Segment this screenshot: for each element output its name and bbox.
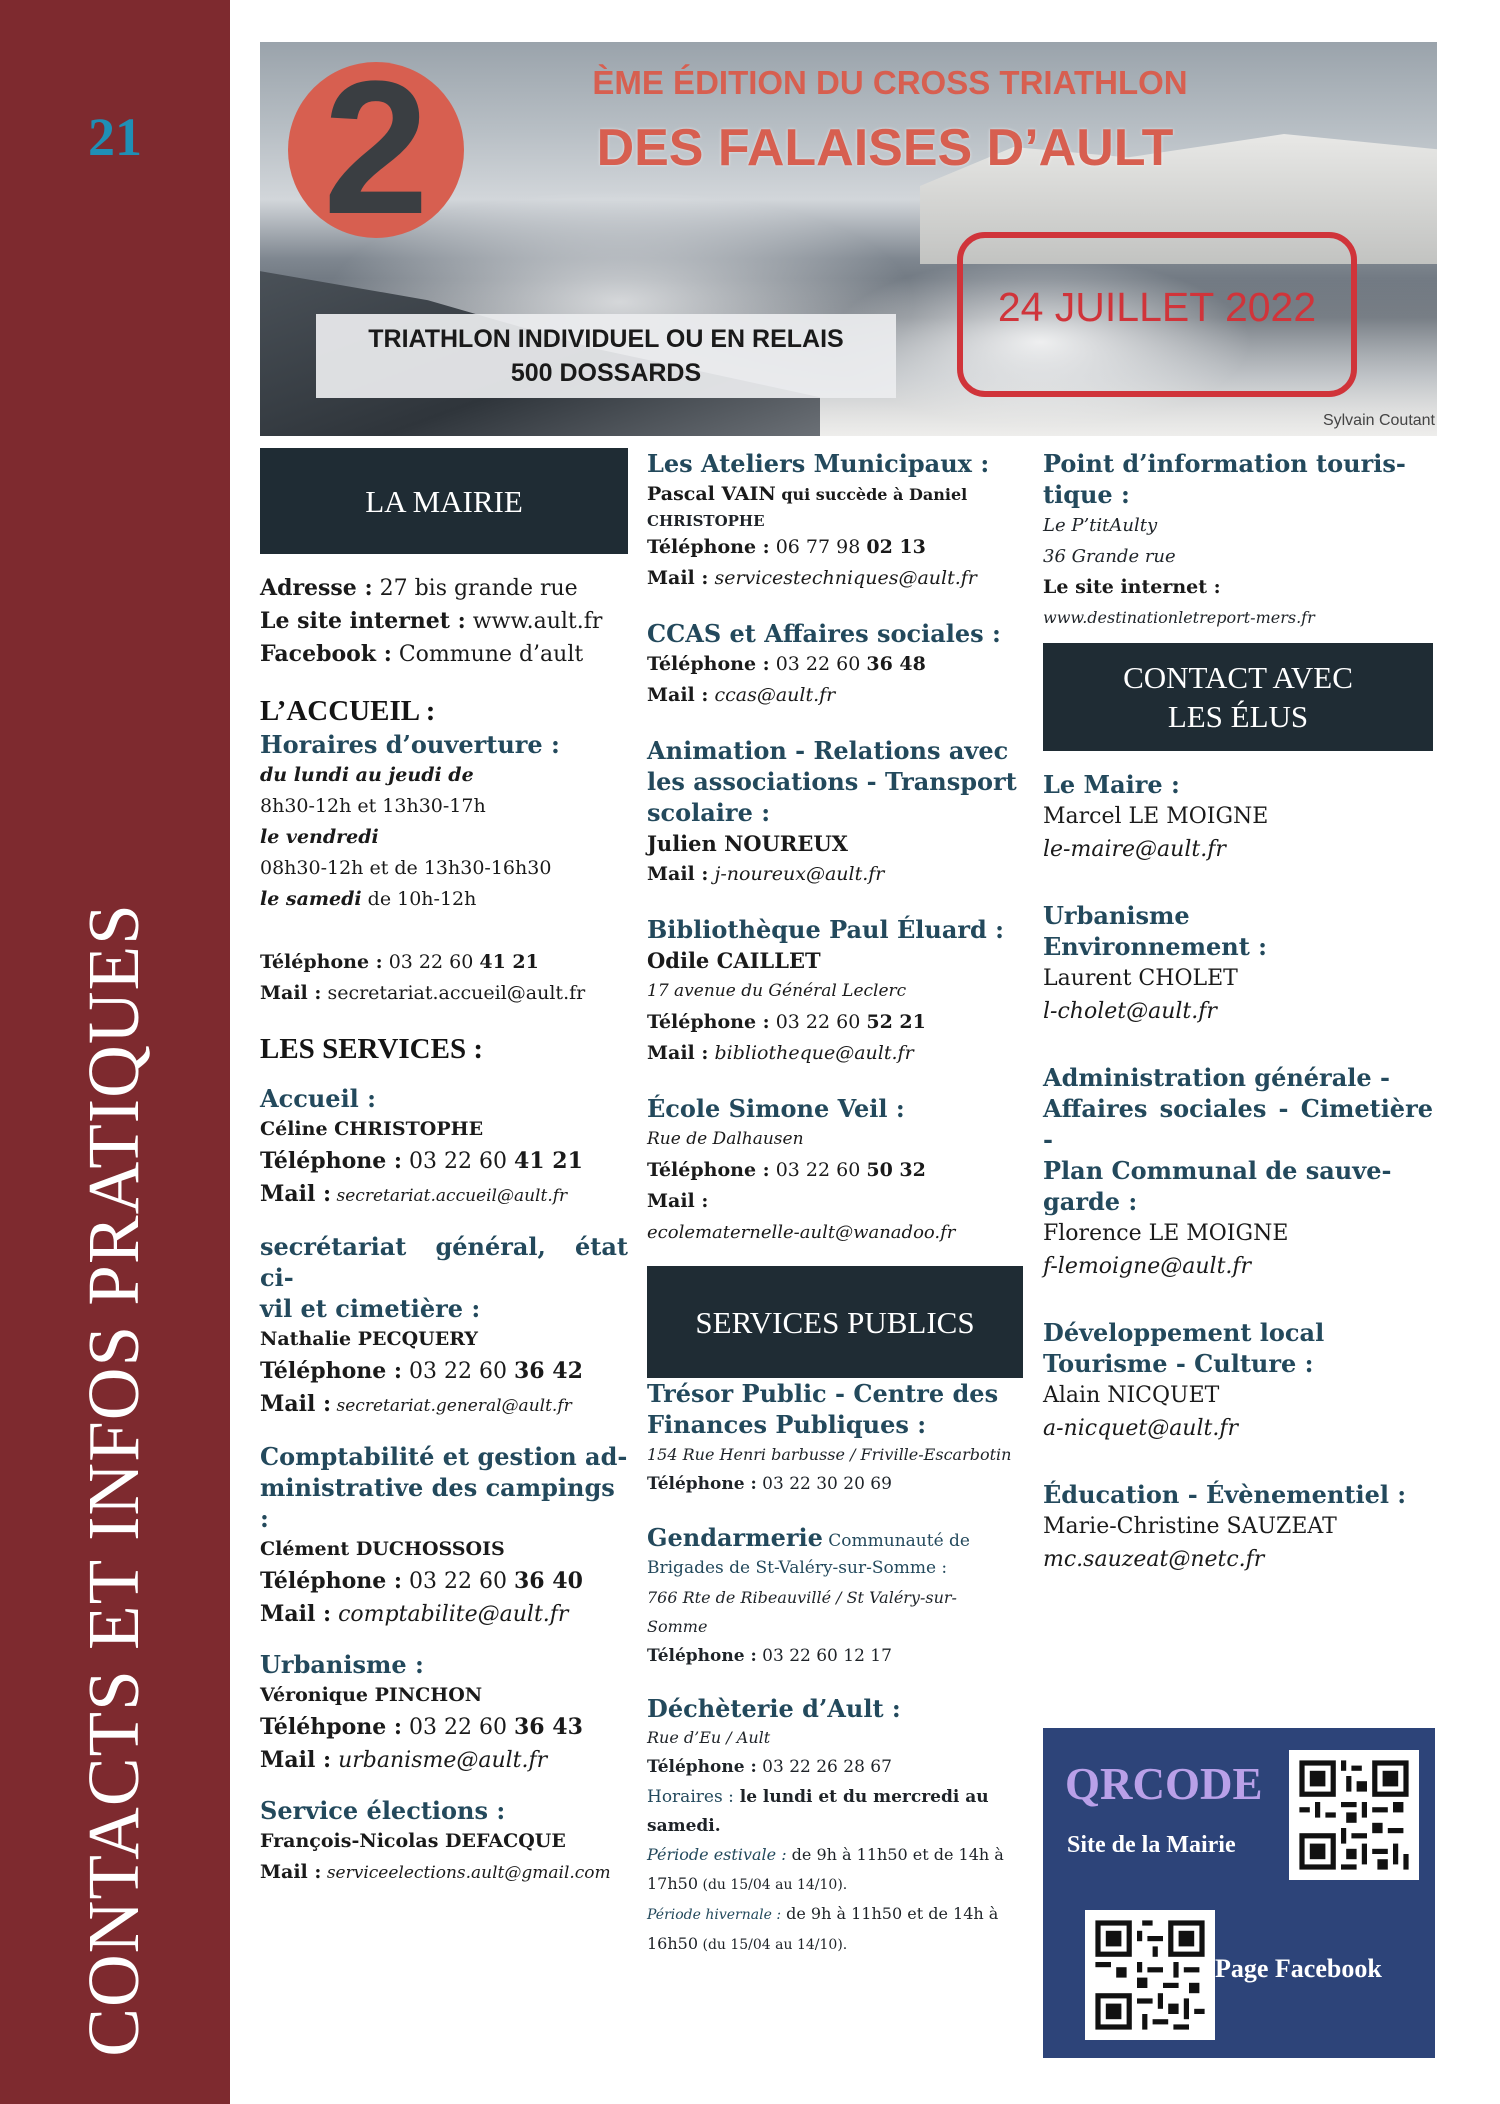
elus-header: [1043, 643, 1433, 751]
admin-title4: garde :: [1043, 1187, 1138, 1216]
tourisme-title1: Point d’information touris-: [1043, 449, 1406, 478]
services-title: LES SERVICES :: [260, 1033, 484, 1065]
svc-elections-name: François-Nicolas DEFACQUE: [260, 1830, 566, 1852]
gendarmerie-addr1: 766 Rte de Ribeauvillé / St Valéry-sur-: [647, 1588, 957, 1607]
biblio-tel-label: Téléphone :: [647, 1011, 770, 1033]
urba-title2: Environnement :: [1043, 932, 1268, 961]
elus-header-line1: CONTACT AVEC: [1123, 660, 1353, 695]
gendarmerie-tel-label: Téléphone :: [647, 1646, 757, 1666]
address-label: Adresse :: [260, 575, 373, 601]
animation-mail-label: Mail :: [647, 863, 709, 885]
date-box: [957, 232, 1357, 397]
svc-accueil-tel-a: 03 22 60: [402, 1149, 514, 1174]
admin-title3: Plan Communal de sauve-: [1043, 1156, 1392, 1185]
svc-general-tel-label: Téléphone :: [260, 1358, 403, 1384]
svc-compta-tel-b: 36 40: [514, 1568, 583, 1594]
page-number: 21: [88, 107, 142, 167]
svc-urba-title: Urbanisme :: [260, 1650, 424, 1679]
admin-title2: Affaires sociales - Cimetière -: [1043, 1094, 1433, 1154]
ecole-mail[interactable]: ecolematernelle-ault@wanadoo.fr: [647, 1222, 956, 1243]
tresor-title1: Trésor Public - Centre des: [647, 1379, 999, 1408]
svc-general-title2: vil et cimetière :: [260, 1294, 481, 1323]
side-title: CONTACTS ET INFOS PRATIQUES: [73, 903, 154, 2057]
ecole-mail-label: Mail :: [647, 1190, 709, 1212]
ecole-tel-label: Téléphone :: [647, 1159, 770, 1181]
dev-title2: Tourisme - Culture :: [1043, 1349, 1314, 1378]
publics-header: [647, 1266, 1023, 1378]
qrcode-title: QRCODE: [1065, 1759, 1263, 1809]
decheterie-hiver-label: Période hivernale :: [647, 1907, 782, 1923]
gendarmerie-tel: 03 22 60 12 17: [756, 1646, 892, 1666]
decheterie-hours-label: Horaires :: [647, 1787, 734, 1807]
sidebar: [0, 0, 230, 2104]
svc-elections-mail[interactable]: serviceelections.ault@gmail.com: [321, 1863, 611, 1883]
svc-elections-mail-label: Mail :: [260, 1861, 322, 1883]
event-date: 24 JUILLET 2022: [997, 284, 1317, 330]
tourisme-name: Le P’titAulty: [1043, 515, 1158, 536]
ecole-addr: Rue de Dalhausen: [647, 1129, 804, 1149]
animation-title3: scolaire :: [647, 798, 771, 827]
svc-compta-tel-a: 03 22 60: [402, 1569, 514, 1594]
banner-info2: 500 DOSSARDS: [510, 359, 702, 387]
column-2: [647, 448, 1023, 1959]
svc-elections-title: Service élections :: [260, 1796, 506, 1825]
urba-title1: Urbanisme: [1043, 901, 1190, 930]
tourisme-title2: tique :: [1043, 480, 1130, 509]
svc-urba-mail[interactable]: urbanisme@ault.fr: [331, 1748, 548, 1773]
svc-compta-title2: ministrative des campings :: [260, 1473, 615, 1533]
dev-title1: Développement local: [1043, 1318, 1325, 1347]
svc-general-title1: secrétariat général, état ci-: [260, 1232, 628, 1292]
accueil-tel-b: 41 21: [479, 951, 539, 973]
tresor-tel-label: Téléphone :: [647, 1474, 757, 1494]
admin-title1: Administration générale -: [1043, 1063, 1390, 1092]
ccas-tel-label: Téléphone :: [647, 653, 770, 675]
edu-mail[interactable]: mc.sauzeat@netc.fr: [1043, 1547, 1265, 1572]
biblio-tel-a: 03 22 60: [769, 1011, 867, 1033]
facebook-value: Commune d’ault: [391, 642, 584, 667]
accueil-title: L’ACCUEIL :: [260, 695, 436, 727]
tresor-tel: 03 22 30 20 69: [756, 1474, 892, 1494]
svc-compta-mail[interactable]: comptabilite@ault.fr: [331, 1602, 569, 1627]
urba-mail[interactable]: l-cholet@ault.fr: [1043, 999, 1217, 1024]
svc-accueil-tel-label: Téléphone :: [260, 1148, 403, 1174]
decheterie-tel: 03 22 26 28 67: [756, 1757, 892, 1777]
mairie-header-text: LA MAIRIE: [365, 483, 523, 519]
ateliers-tel-b: 02 13: [866, 536, 926, 558]
hours-day3: le samedi: [260, 888, 362, 910]
qrcode-block: [1043, 1728, 1435, 2058]
hours-title: Horaires d’ouverture :: [260, 730, 560, 759]
ateliers-name-b: qui succède à Daniel: [775, 485, 968, 504]
accueil-tel-a: 03 22 60: [382, 951, 480, 973]
decheterie-tel-label: Téléphone :: [647, 1757, 757, 1777]
animation-name-b: NOUREUX: [724, 831, 848, 856]
ateliers-name-c: CHRISTOPHE: [647, 512, 765, 530]
qrcode-facebook-icon[interactable]: [1085, 1910, 1215, 2040]
accueil-mail[interactable]: secretariat.accueil@ault.fr: [321, 982, 586, 1004]
tourisme-addr: 36 Grande rue: [1043, 546, 1176, 567]
ccas-tel-b: 36 48: [866, 653, 926, 675]
svc-compta-title1: Comptabilité et gestion ad-: [260, 1442, 628, 1471]
gendarmerie-addr2: Somme: [647, 1617, 708, 1636]
decheterie-hiver-b: 16h50: [647, 1934, 699, 1953]
edu-name: Marie-Christine SAUZEAT: [1043, 1514, 1337, 1539]
ecole-tel-a: 03 22 60: [769, 1159, 867, 1181]
biblio-mail[interactable]: bibliotheque@ault.fr: [708, 1042, 914, 1064]
biblio-mail-label: Mail :: [647, 1042, 709, 1064]
banner-info1: TRIATHLON INDIVIDUEL OU EN RELAIS: [368, 325, 844, 353]
dev-name: Alain NICQUET: [1043, 1383, 1220, 1408]
tresor-title2: Finances Publiques :: [647, 1410, 927, 1439]
animation-title1: Animation - Relations avec: [647, 736, 1009, 765]
banner-info: [316, 314, 896, 398]
ateliers-title: Les Ateliers Municipaux :: [647, 449, 990, 478]
hours-time3: de 10h-12h: [361, 888, 477, 910]
hours-day1: du lundi au jeudi de: [260, 764, 474, 786]
decheterie-hours-b: samedi.: [647, 1816, 721, 1836]
hours-time2: 08h30-12h et de 13h30-16h30: [260, 857, 552, 879]
admin-mail[interactable]: f-lemoigne@ault.fr: [1043, 1254, 1252, 1279]
publics-header-text: SERVICES PUBLICS: [695, 1304, 975, 1340]
animation-mail[interactable]: j-noureux@ault.fr: [708, 863, 885, 885]
svc-urba-tel-a: 03 22 60: [402, 1715, 514, 1740]
svc-urba-name: Véronique PINCHON: [260, 1684, 483, 1706]
facebook-label: Facebook :: [260, 641, 392, 667]
decheterie-hours-a: le lundi et du mercredi au: [733, 1787, 989, 1807]
decheterie-ete-a: de 9h à 11h50 et de 14h à: [786, 1845, 1004, 1864]
biblio-tel-b: 52 21: [866, 1011, 926, 1033]
column-3: [1043, 448, 1433, 1576]
event-banner: [260, 42, 1437, 436]
banner-line2: DES FALAISES D’AULT: [596, 119, 1174, 177]
site-link[interactable]: www.ault.fr: [465, 609, 603, 634]
accueil-tel-label: Téléphone :: [260, 951, 383, 973]
decheterie-addr: Rue d’Eu / Ault: [647, 1728, 771, 1747]
svc-accueil-mail[interactable]: secretariat.accueil@ault.fr: [331, 1186, 568, 1206]
maire-title: Le Maire :: [1043, 770, 1180, 799]
accueil-mail-label: Mail :: [260, 982, 322, 1004]
decheterie-ete-b: 17h50: [647, 1874, 699, 1893]
ateliers-mail-label: Mail :: [647, 567, 709, 589]
admin-name: Florence LE MOIGNE: [1043, 1221, 1289, 1246]
urba-name: Laurent CHOLET: [1043, 966, 1238, 991]
dev-mail[interactable]: a-nicquet@ault.fr: [1043, 1416, 1239, 1441]
hours-day2: le vendredi: [260, 826, 379, 848]
decheterie-ete-c: (du 15/04 au 14/10).: [698, 1877, 848, 1893]
gendarmerie-title: Gendarmerie: [647, 1523, 823, 1552]
svc-compta-name: Clément DUCHOSSOIS: [260, 1538, 505, 1560]
svc-compta-mail-label: Mail :: [260, 1601, 332, 1627]
edu-title: Éducation - Évènementiel :: [1043, 1480, 1407, 1509]
qrcode-site-icon[interactable]: [1289, 1750, 1419, 1880]
ateliers-tel-a: 06 77 98: [769, 536, 867, 558]
biblio-addr: 17 avenue du Général Leclerc: [647, 981, 907, 1001]
photo-credit: Sylvain Coutant: [1322, 412, 1435, 429]
svc-accueil-name: Céline CHRISTOPHE: [260, 1118, 484, 1140]
ateliers-mail[interactable]: servicestechniques@ault.fr: [708, 567, 977, 589]
svc-general-mail-label: Mail :: [260, 1391, 332, 1417]
edition-number: 2: [323, 42, 429, 254]
decheterie-hiver-a: de 9h à 11h50 et de 14h à: [781, 1904, 999, 1923]
svc-urba-tel-b: 36 43: [514, 1714, 583, 1740]
gendarmerie-sub1: Communauté de: [822, 1531, 970, 1551]
address-value: 27 bis grande rue: [372, 576, 578, 601]
ateliers-tel-label: Téléphone :: [647, 536, 770, 558]
tourisme-site-label: Le site internet :: [1043, 576, 1221, 598]
biblio-title: Bibliothèque Paul Éluard :: [647, 915, 1005, 944]
svc-accueil-title: Accueil :: [260, 1084, 377, 1113]
site-label: Le site internet :: [260, 608, 466, 634]
gendarmerie-sub2: Brigades de St-Valéry-sur-Somme :: [647, 1558, 948, 1578]
banner-line1: ÈME ÉDITION DU CROSS TRIATHLON: [592, 64, 1188, 101]
tresor-addr: 154 Rue Henri barbusse / Friville-Escarbotin: [647, 1445, 1012, 1464]
mairie-header: [260, 448, 628, 554]
hours-time1: 8h30-12h et 13h30-17h: [260, 795, 486, 817]
svc-general-tel-b: 36 42: [514, 1358, 583, 1384]
ecole-tel-b: 50 32: [866, 1159, 926, 1181]
qrcode-facebook-label: Page Facebook: [1215, 1954, 1382, 1983]
animation-name-a: Julien: [647, 831, 725, 856]
maire-mail[interactable]: le-maire@ault.fr: [1043, 837, 1226, 862]
ccas-mail[interactable]: ccas@ault.fr: [708, 684, 836, 706]
svc-general-name: Nathalie PECQUERY: [260, 1328, 478, 1350]
ccas-mail-label: Mail :: [647, 684, 709, 706]
elus-header-line2: LES ÉLUS: [1167, 699, 1309, 734]
ccas-title: CCAS et Affaires sociales :: [647, 619, 1001, 648]
tourisme-site[interactable]: www.destinationletreport-mers.fr: [1043, 608, 1315, 627]
column-1: [260, 448, 628, 1889]
svc-urba-mail-label: Mail :: [260, 1747, 332, 1773]
maire-name: Marcel LE MOIGNE: [1043, 804, 1269, 829]
svc-accueil-mail-label: Mail :: [260, 1181, 332, 1207]
svc-urba-tel-label: Téléhpone :: [260, 1714, 403, 1740]
ecole-title: École Simone Veil :: [647, 1094, 905, 1123]
edition-circle: [288, 42, 464, 254]
decheterie-hiver-c: (du 15/04 au 14/10).: [698, 1937, 848, 1953]
ateliers-name-a: Pascal VAIN: [647, 483, 776, 505]
decheterie-ete-label: Période estivale :: [647, 1845, 787, 1864]
svc-general-tel-a: 03 22 60: [402, 1359, 514, 1384]
ccas-tel-a: 03 22 60: [769, 653, 867, 675]
animation-title2: les associations - Transport: [647, 767, 1017, 796]
biblio-name: Odile CAILLET: [647, 948, 821, 973]
svc-general-mail[interactable]: secretariat.general@ault.fr: [331, 1396, 572, 1416]
decheterie-title: Déchèterie d’Ault :: [647, 1694, 901, 1723]
qrcode-site-label: Site de la Mairie: [1067, 1832, 1236, 1858]
svc-compta-tel-label: Téléphone :: [260, 1568, 403, 1594]
svc-accueil-tel-b: 41 21: [514, 1148, 583, 1174]
